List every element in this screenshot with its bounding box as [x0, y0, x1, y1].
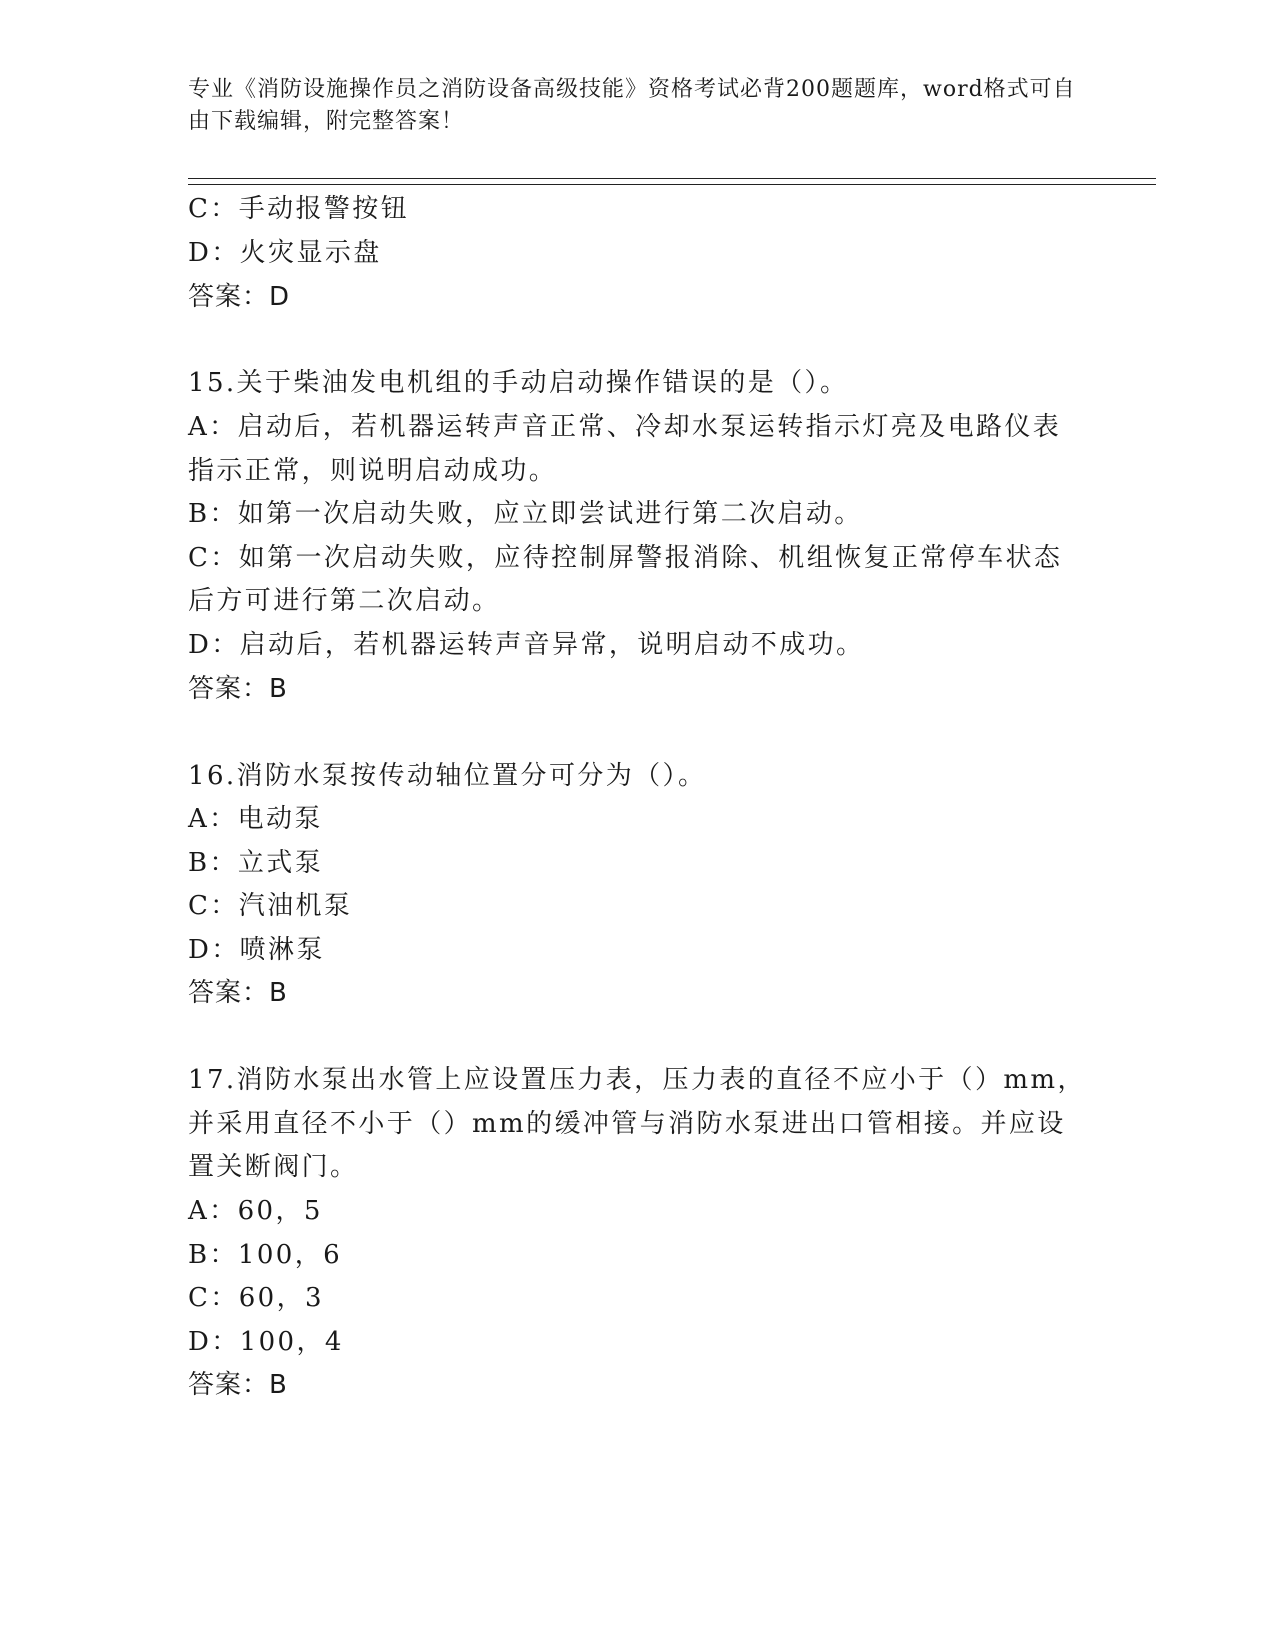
- q15-answer: 答案：B: [188, 674, 288, 704]
- q16-question: 16.消防水泵按传动轴位置分可分为（）。: [188, 761, 707, 791]
- q14-option-d: D：火灾显示盘: [188, 238, 382, 268]
- q17-question-cont2: 置关断阀门。: [188, 1152, 359, 1182]
- q15-option-b: B：如第一次启动失败，应立即尝试进行第二次启动。: [188, 499, 863, 529]
- header-divider-bottom: [188, 184, 1156, 185]
- q17-option-b: B：100，6: [188, 1240, 343, 1270]
- q16-answer: 答案：B: [188, 978, 288, 1008]
- q14-option-c: C：手动报警按钮: [188, 194, 410, 224]
- q17-question-cont: 并采用直径不小于（）mm的缓冲管与消防水泵进出口管相接。并应设: [188, 1109, 1066, 1139]
- q16-option-d: D：喷淋泵: [188, 935, 325, 965]
- document-header: 专业《消防设施操作员之消防设备高级技能》资格考试必背200题题库，word格式可自由下载编辑，附完整答案！: [188, 77, 1076, 134]
- q16-option-b: B：立式泵: [188, 848, 324, 878]
- q17-option-d: D：100，4: [188, 1327, 344, 1357]
- header-divider-top: [188, 178, 1156, 179]
- q15-option-c: C：如第一次启动失败，应待控制屏警报消除、机组恢复正常停车状态: [188, 543, 1063, 573]
- q15-question: 15.关于柴油发电机组的手动启动操作错误的是（）。: [188, 368, 849, 398]
- q15-option-c-cont: 后方可进行第二次启动。: [188, 586, 501, 616]
- q17-option-a: A：60，5: [188, 1196, 323, 1226]
- q16-option-c: C：汽油机泵: [188, 891, 353, 921]
- q15-option-d: D：启动后，若机器运转声音异常，说明启动不成功。: [188, 630, 865, 660]
- q17-question: 17.消防水泵出水管上应设置压力表，压力表的直径不应小于（）mm，: [188, 1065, 1086, 1095]
- q17-answer: 答案：B: [188, 1370, 288, 1400]
- q14-answer: 答案：D: [188, 282, 291, 312]
- q17-option-c: C：60，3: [188, 1283, 324, 1313]
- q16-option-a: A：电动泵: [188, 804, 323, 834]
- q15-option-a-cont: 指示正常，则说明启动成功。: [188, 456, 558, 486]
- q15-option-a: A：启动后，若机器运转声音正常、冷却水泵运转指示灯亮及电路仪表: [188, 412, 1062, 442]
